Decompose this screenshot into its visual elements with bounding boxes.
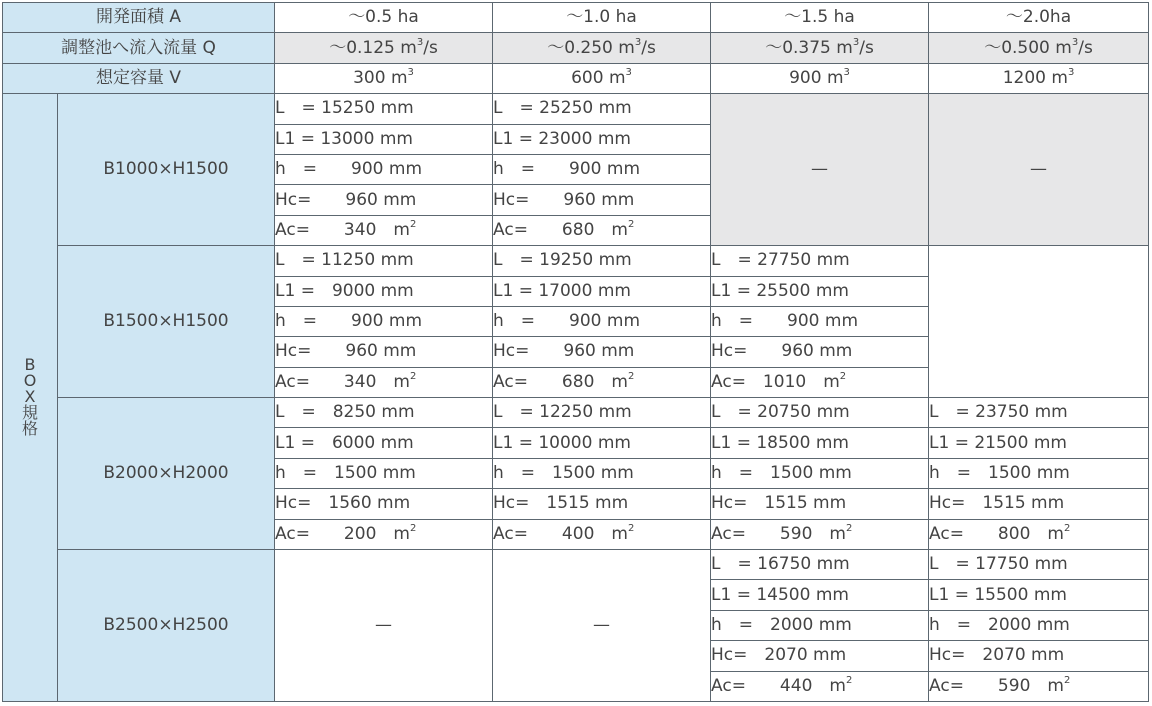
spec-row (3, 550, 1149, 580)
box-spec-vertical-text (22, 357, 38, 437)
spec-value: Hc= 960 mm (493, 185, 711, 215)
spec-value: Hc= 1515 mm (929, 489, 1149, 519)
area-value-1: ～0.5 ha (275, 3, 493, 33)
spec-value: h = 900 mm (275, 306, 493, 336)
capacity-row (3, 63, 1149, 93)
spec-value: h = 900 mm (493, 154, 711, 184)
spec-value: Hc= 1515 mm (493, 489, 711, 519)
spec-value: L = 16750 mm (711, 550, 929, 580)
area-value-3: ～1.5 ha (711, 3, 929, 33)
spec-value: h = 1500 mm (275, 458, 493, 488)
spec-value: L = 20750 mm (711, 398, 929, 428)
blank-cell (929, 246, 1149, 398)
box-spec-label (3, 94, 58, 702)
spec-value: L = 19250 mm (493, 246, 711, 276)
capacity-value-4: 1200 $m^3$ (929, 63, 1149, 93)
capacity-value-3: 900 $m^3$ (711, 63, 929, 93)
spec-value: Hc= 960 mm (275, 337, 493, 367)
spec-value: h = 1500 mm (711, 458, 929, 488)
spec-value: h = 2000 mm (929, 610, 1149, 640)
box-spec-char: B (24, 355, 36, 375)
spec-value: L1 = 6000 mm (275, 428, 493, 458)
box-spec-char: 規 (21, 403, 38, 423)
box-spec-table (2, 2, 1149, 702)
area-row (3, 3, 1149, 33)
spec-value: Ac= 440 $m^2$ (711, 671, 929, 701)
spec-value: Ac= 340 $m^2$ (275, 367, 493, 397)
spec-value: L1 = 9000 mm (275, 276, 493, 306)
spec-value: Ac= 400 $m^2$ (493, 519, 711, 549)
spec-row (3, 398, 1149, 428)
spec-value: L = 17750 mm (929, 550, 1149, 580)
spec-name: B2000×H2000 (58, 398, 275, 550)
spec-value: L = 23750 mm (929, 398, 1149, 428)
flow-row (3, 33, 1149, 63)
flow-value-2: ～0.250 $m^3/s$ (493, 33, 711, 63)
flow-label: 調整池へ流入流量 Q (3, 33, 275, 63)
spec-value: L1 = 15500 mm (929, 580, 1149, 610)
box-spec-char: O (23, 371, 37, 391)
spec-value: Ac= 200 $m^2$ (275, 519, 493, 549)
box-spec-char: X (24, 387, 36, 407)
area-label: 開発面積 A (3, 3, 275, 33)
spec-value: L1 = 25500 mm (711, 276, 929, 306)
spec-value: Ac= 800 $m^2$ (929, 519, 1149, 549)
spec-value: h = 900 mm (275, 154, 493, 184)
spec-value: Ac= 590 $m^2$ (711, 519, 929, 549)
capacity-value-2: 600 $m^3$ (493, 63, 711, 93)
flow-value-1: ～0.125 $m^3/s$ (275, 33, 493, 63)
spec-value: L = 27750 mm (711, 246, 929, 276)
spec-value: L1 = 23000 mm (493, 124, 711, 154)
spec-value: L1 = 13000 mm (275, 124, 493, 154)
spec-value: h = 900 mm (711, 306, 929, 336)
capacity-value-1: 300 $m^3$ (275, 63, 493, 93)
spec-value: L = 12250 mm (493, 398, 711, 428)
spec-value: Hc= 960 mm (275, 185, 493, 215)
capacity-label: 想定容量 V (3, 63, 275, 93)
spec-value: L1 = 14500 mm (711, 580, 929, 610)
spec-name: B2500×H2500 (58, 550, 275, 702)
spec-value: L = 8250 mm (275, 398, 493, 428)
spec-row (3, 246, 1149, 276)
spec-value: Ac= 1010 $m^2$ (711, 367, 929, 397)
spec-value: Hc= 2070 mm (711, 641, 929, 671)
spec-name: B1500×H1500 (58, 246, 275, 398)
area-value-2: ～1.0 ha (493, 3, 711, 33)
spec-value: L1 = 17000 mm (493, 276, 711, 306)
flow-value-4: ～0.500 $m^3/s$ (929, 33, 1149, 63)
spec-value: Hc= 1560 mm (275, 489, 493, 519)
spec-value: Hc= 960 mm (711, 337, 929, 367)
spec-value: Ac= 680 $m^2$ (493, 215, 711, 245)
spec-value: Hc= 1515 mm (711, 489, 929, 519)
flow-value-3: ～0.375 $m^3/s$ (711, 33, 929, 63)
spec-value: Ac= 590 $m^2$ (929, 671, 1149, 701)
spec-value: Ac= 680 $m^2$ (493, 367, 711, 397)
not-applicable-cell: — (493, 550, 711, 702)
spec-value: Hc= 2070 mm (929, 641, 1149, 671)
spec-value: h = 1500 mm (929, 458, 1149, 488)
not-applicable-cell: — (711, 94, 929, 246)
spec-name: B1000×H1500 (58, 94, 275, 246)
spec-value: L1 = 18500 mm (711, 428, 929, 458)
spec-value: L = 15250 mm (275, 94, 493, 124)
not-applicable-cell: — (275, 550, 493, 702)
not-applicable-cell: — (929, 94, 1149, 246)
spec-value: h = 900 mm (493, 306, 711, 336)
box-spec-char: 格 (21, 419, 38, 439)
area-value-4: ～2.0ha (929, 3, 1149, 33)
spec-value: L1 = 21500 mm (929, 428, 1149, 458)
spec-value: h = 1500 mm (493, 458, 711, 488)
spec-value: L = 11250 mm (275, 246, 493, 276)
spec-value: L1 = 10000 mm (493, 428, 711, 458)
spec-value: Ac= 340 $m^2$ (275, 215, 493, 245)
spec-row (3, 94, 1149, 124)
spec-value: h = 2000 mm (711, 610, 929, 640)
spec-value: Hc= 960 mm (493, 337, 711, 367)
spec-value: L = 25250 mm (493, 94, 711, 124)
